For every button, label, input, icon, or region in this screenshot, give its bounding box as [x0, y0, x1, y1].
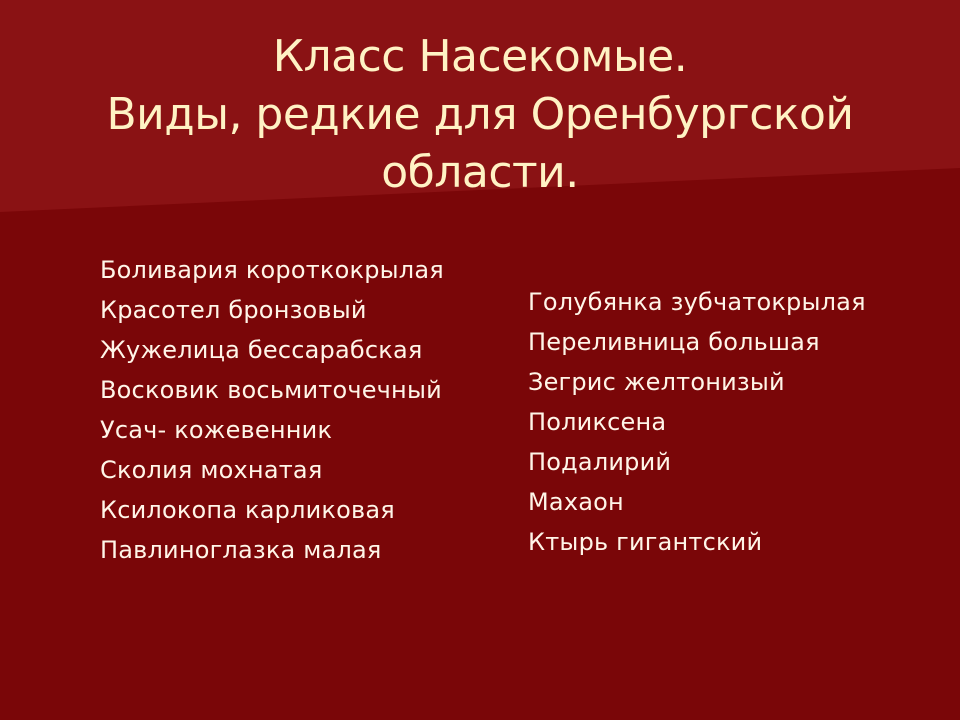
list-item: Восковик восьмиточечный — [100, 376, 442, 404]
list-item: Поликсена — [528, 408, 667, 436]
list-item: Сколия мохнатая — [100, 456, 323, 484]
list-item: Ктырь гигантский — [528, 528, 763, 556]
list-item: Боливария короткокрылая — [100, 256, 444, 284]
list-item: Голубянка зубчатокрылая — [528, 288, 866, 316]
list-item: Переливница большая — [528, 328, 820, 356]
title-line-3: области. — [381, 147, 579, 198]
list-item: Ксилокопа карликовая — [100, 496, 395, 524]
list-item: Жужелица бессарабская — [100, 336, 423, 364]
list-item: Зегрис желтонизый — [528, 368, 785, 396]
title-line-1: Класс Насекомые. — [272, 31, 688, 82]
left-species-list — [100, 256, 500, 576]
slide-title — [40, 28, 920, 202]
list-item: Павлиноглазка малая — [100, 536, 382, 564]
list-item: Махаон — [528, 488, 624, 516]
list-item: Усач- кожевенник — [100, 416, 333, 444]
list-item: Красотел бронзовый — [100, 296, 367, 324]
title-line-2: Виды, редкие для Оренбургской — [106, 89, 854, 140]
right-species-list — [528, 288, 948, 568]
list-item: Подалирий — [528, 448, 672, 476]
